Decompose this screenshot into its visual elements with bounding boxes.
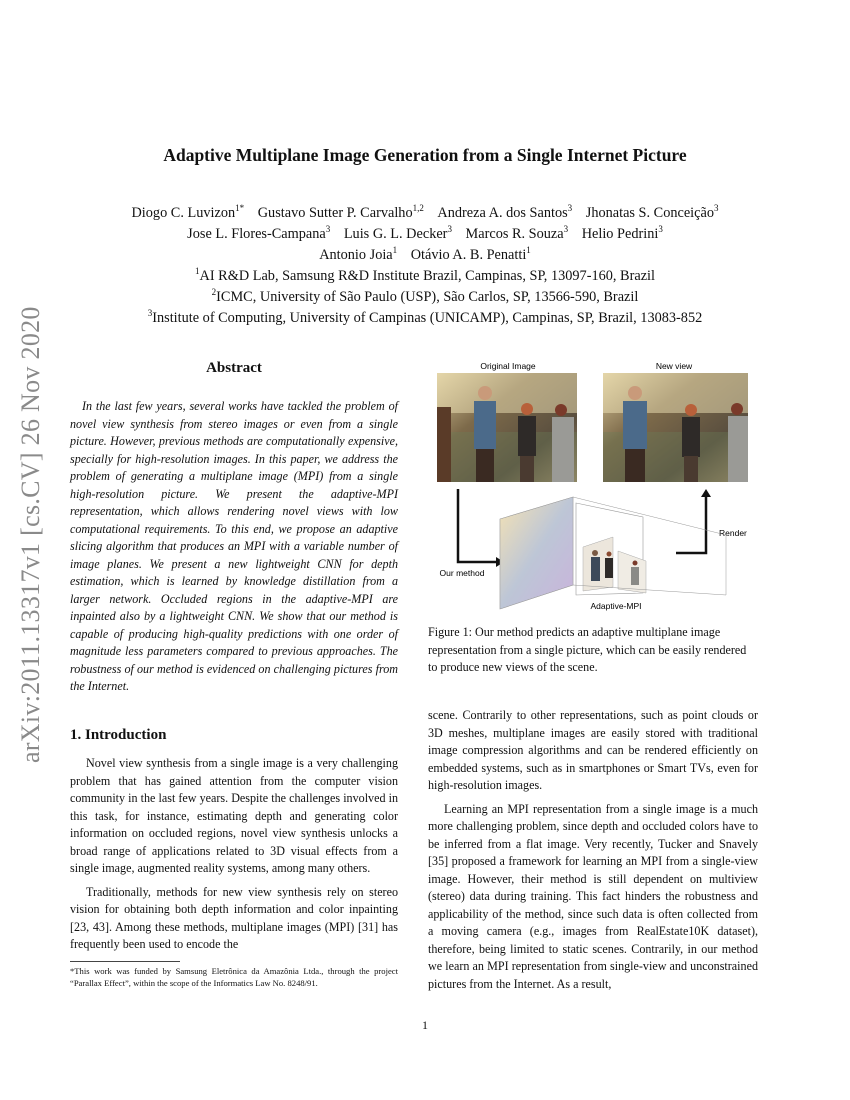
paragraph: Novel view synthesis from a single image is a very challenging problem that has gained attention from the computer vision community in the last few years. Despite the challenges involved in this task, for instance, estimating depth and generating color information on occluded regions, novel view synthesis unlocks a broad range of applications related to 3D visual effects from a single image, augmented reality systems, among many others. (70, 756, 398, 875)
author: Marcos R. Souza$^3$ (465, 224, 569, 242)
author-block (60, 203, 790, 329)
paper-title: Adaptive Multiplane Image Generation from a Single Internet Picture (163, 145, 687, 165)
figure-1-caption: Figure 1: Our method predicts an adaptive multiplane image representation from a single picture, which can be easily rendered to produce new views of the scene. (428, 625, 747, 674)
original-image-photo (437, 373, 577, 482)
author: Gustavo Sutter P. Carvalho$^{1,2}$ (257, 203, 424, 221)
render-arrow (676, 497, 706, 553)
affiliation: $^2$ICMC, University of São Paulo (USP), São Carlos, SP, 13566-590, Brazil (211, 287, 639, 305)
figure-1 (428, 357, 758, 615)
footnote-rule (70, 961, 180, 962)
author: Jose L. Flores-Campana$^3$ (187, 224, 331, 242)
figure-1-graphic (428, 357, 758, 615)
right-column-body (428, 707, 758, 999)
page-number: 1 (422, 1018, 428, 1032)
label-original-image: Original Image (480, 361, 536, 371)
paragraph: Learning an MPI representation from a single image is a much more challenging problem, since depth and occluded colors have to be inferred from a flat image. Very recently, Tucker and Snavely [35] proposed a framework for learning an MPI from a single-view image. However, their method is still dependent on multiview (stereo) data during training. This fact hinders the robustness and applicability of the method, since such data is often collected from a moving camera (e.g., images from RealEstate10K dataset), therefore, being limited to static scenes. Contrarily, in our method we learn an MPI representation from single-view and unconstrained pictures from the Internet. As a result, (428, 801, 758, 991)
author: Otávio A. B. Penatti$^1$ (410, 245, 531, 263)
intro-body (70, 755, 398, 960)
author: Antonio Joia$^1$ (319, 245, 398, 263)
author-line-3 (60, 245, 790, 266)
abstract-text: In the last few years, several works have tackled the problem of novel view synthesis from stereo images or even from a single picture. However, previous methods are computationally expensive, specially for high-resolution images. In this paper, we address the problem of generating a multiplane image (MPI) from a single high-resolution picture. We present the adaptive-MPI representation, which allows rendering novel views with low computational requirements. To this end, we propose an adaptive slicing algorithm that produces an MPI with a variable number of image planes. We present a new lightweight CNN for depth estimation, which is learned by knowledge distillation from a larger network. Occluded regions in the adaptive-MPI are inpainted also by a lightweight CNN. We show that our method is capable of producing high-quality predictions with one order of magnitude less parameters compared to previous approaches. The robustness of our method is evidenced on challenging pictures from the Internet. (70, 399, 398, 693)
new-view-photo (603, 373, 748, 482)
label-render: Render (719, 528, 747, 538)
label-our-method: Our method (439, 568, 485, 578)
label-adaptive-mpi: Adaptive-MPI (590, 601, 642, 611)
author: Helio Pedrini$^3$ (581, 224, 663, 242)
method-arrow (458, 489, 496, 562)
paragraph: scene. Contrarily to other representations, such as point clouds or 3D meshes, multiplane images are easily stored with traditional image compression algorithms and can be rendered efficiently on embedded systems, such as in smartphones or Smart TVs, even for high-resolution images. (428, 708, 758, 792)
label-new-view: New view (655, 361, 693, 371)
author: Diogo C. Luvizon$^{1*}$ (131, 203, 245, 221)
author: Jhonatas S. Conceição$^3$ (585, 203, 719, 221)
footnote: *This work was funded by Samsung Eletrônica da Amazônia Ltda., through the project “Parallax Effect”, within the scope of the Informatics Law No. 8248/91. (70, 966, 398, 988)
arxiv-identifier: arXiv:2011.13317v1 [cs.CV] 26 Nov 2020 (16, 306, 45, 763)
affiliation: $^3$Institute of Computing, University of Campinas (UNICAMP), Campinas, SP, Brazil, 13083-852 (147, 308, 703, 326)
author: Luis G. L. Decker$^3$ (343, 224, 452, 242)
author-line-2 (60, 224, 790, 245)
author: Andreza A. dos Santos$^3$ (437, 203, 573, 221)
author-line-1 (60, 203, 790, 224)
abstract-heading: Abstract (206, 360, 262, 376)
section-heading-introduction: 1. Introduction (70, 727, 167, 743)
affiliation: $^1$AI R&D Lab, Samsung R&D Institute Brazil, Campinas, SP, 13097-160, Brazil (195, 266, 655, 284)
paragraph: Traditionally, methods for new view synthesis rely on stereo vision for obtaining both depth information and color inpainting [23, 43]. Among these methods, multiplane images (MPI) [31] has frequently been used to encode the (70, 884, 398, 951)
render-arrowhead (701, 489, 711, 497)
